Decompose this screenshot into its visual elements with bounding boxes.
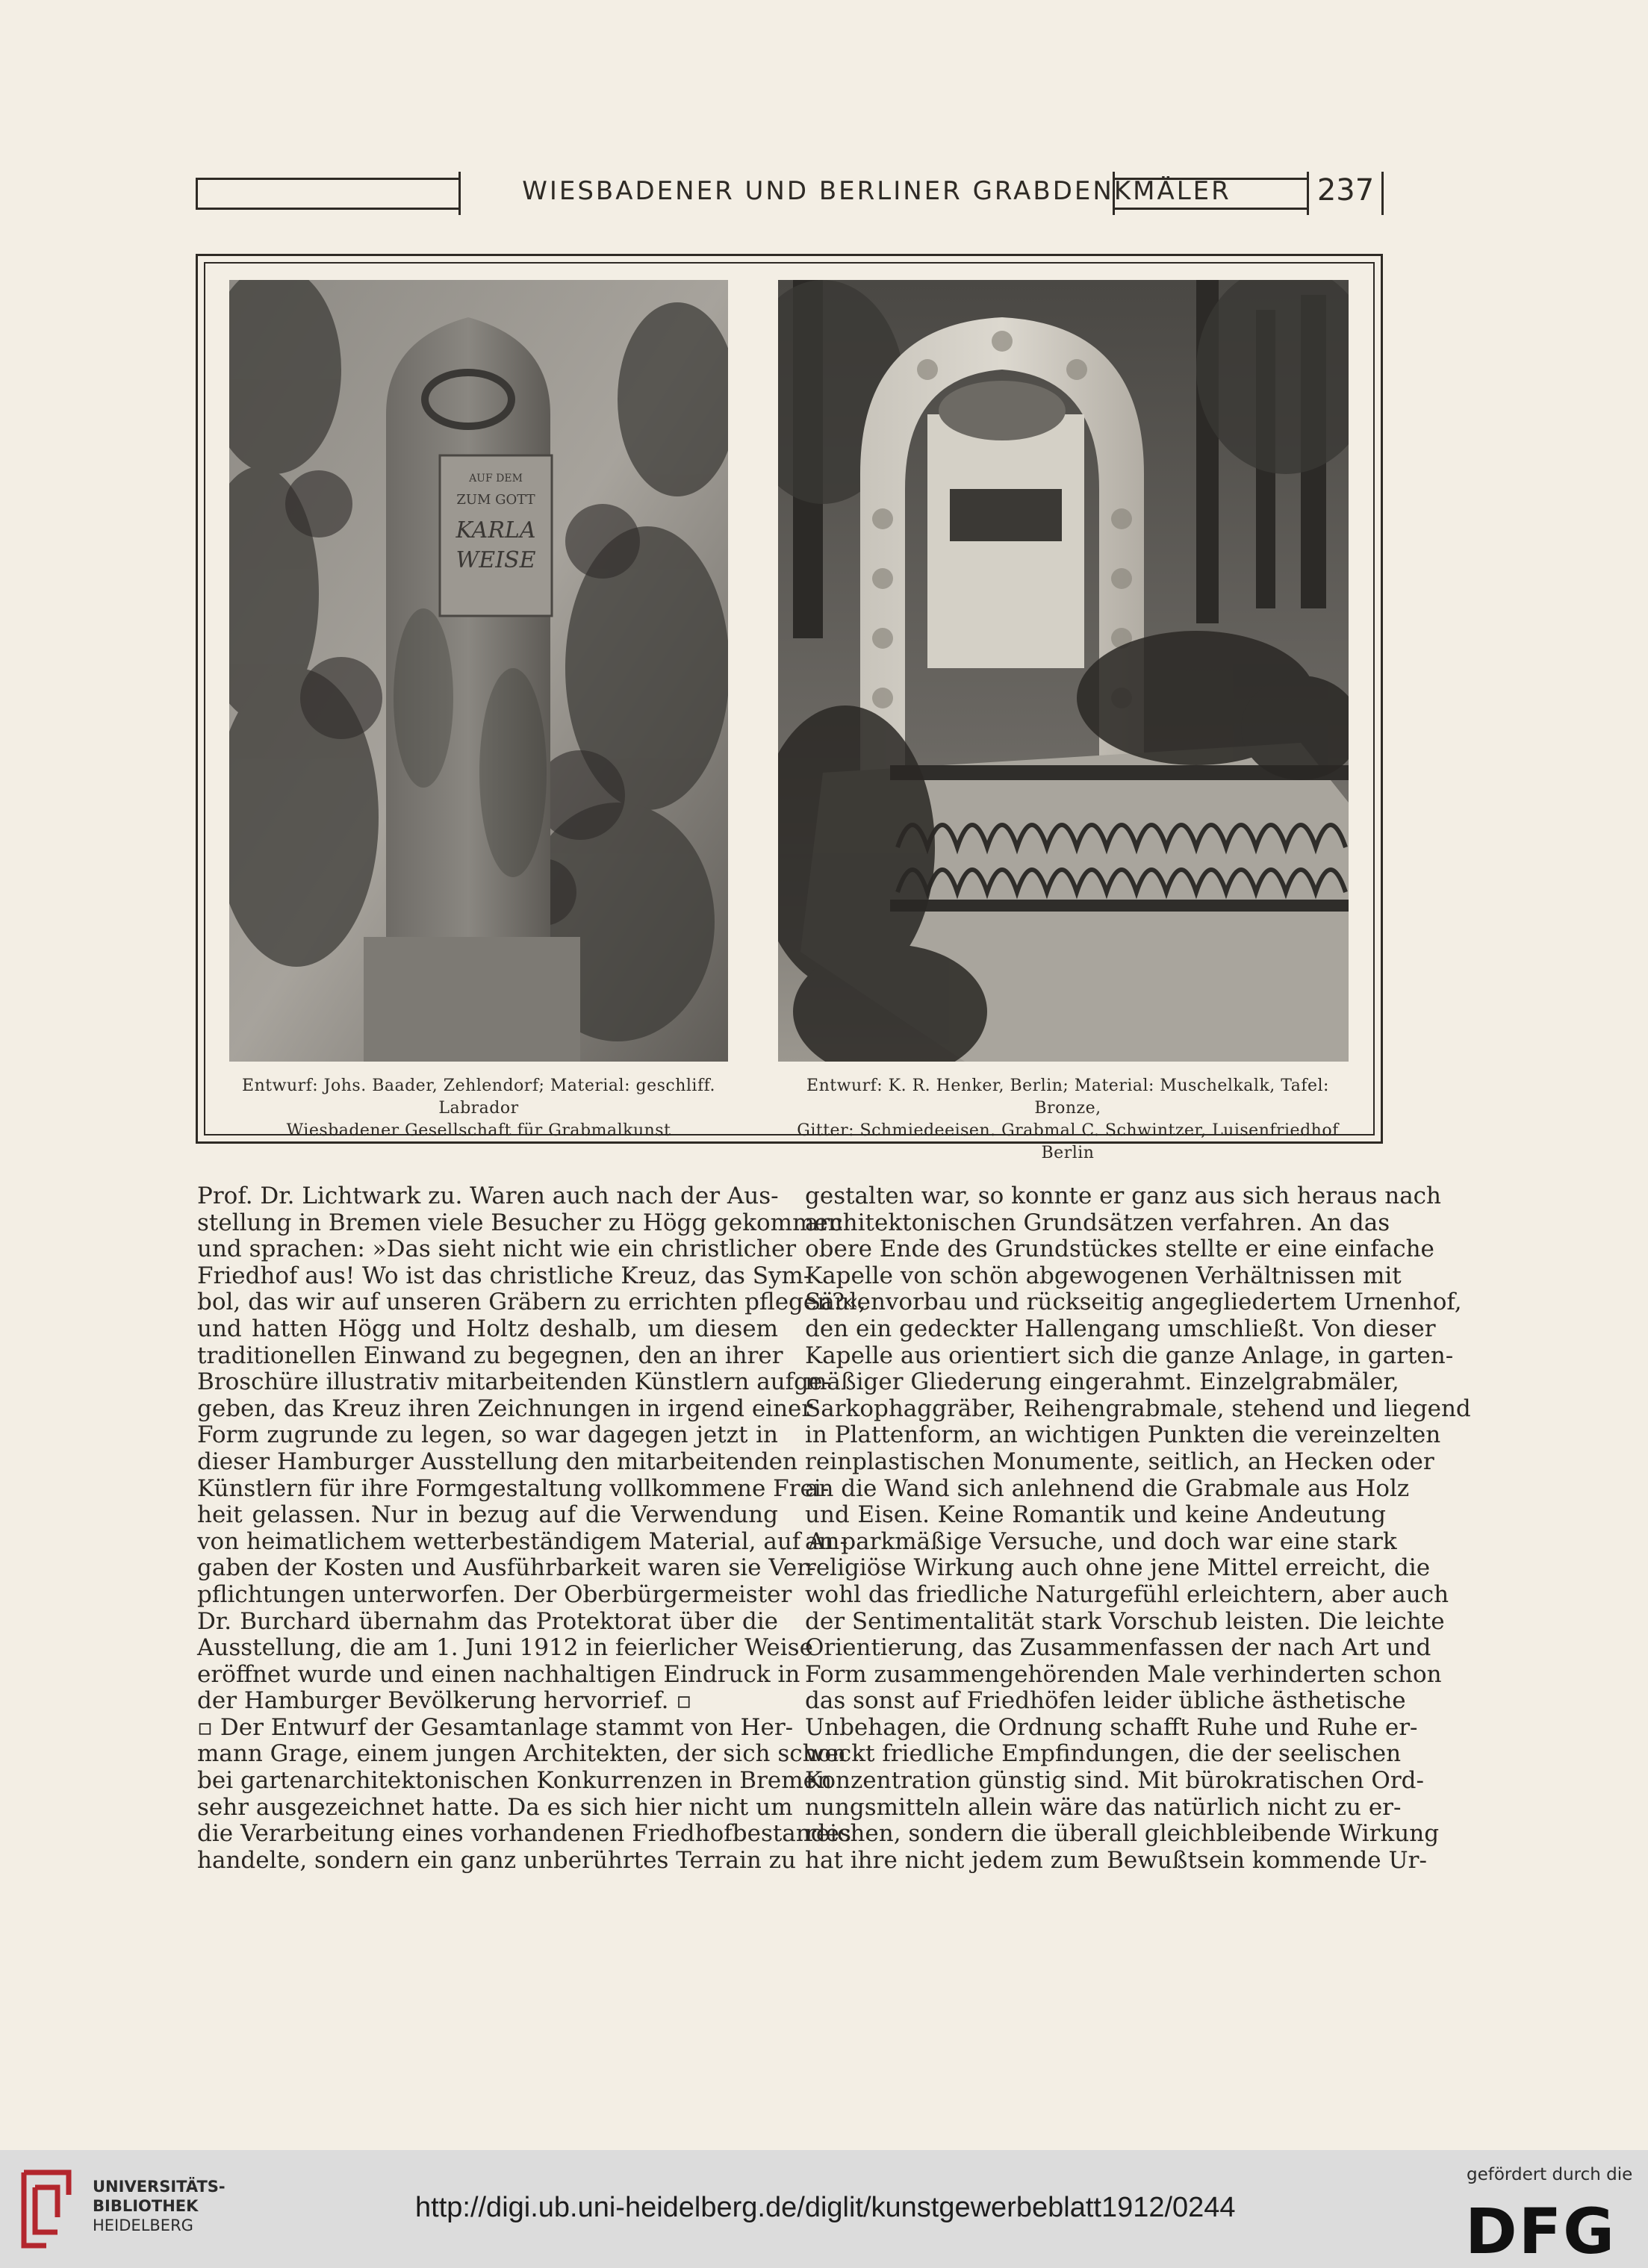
- header-rule: [196, 178, 458, 180]
- header-rule: [196, 178, 198, 209]
- inscription-line: KARLA: [455, 517, 536, 543]
- text-line: Konzentration günstig sind. Mit bürokratischen Ord-: [805, 1767, 1424, 1795]
- text-line: Friedhof aus! Wo ist das christliche Kreuz, das Sym-: [197, 1262, 812, 1289]
- gravestone-photo-image: [229, 280, 728, 1062]
- caption-right-line: Entwurf: K. R. Henker, Berlin; Material: Muschelkalk, Tafel: Bronze,: [806, 1077, 1329, 1118]
- text-line: Kapelle von schön abgewogenen Verhältnissen mit: [805, 1262, 1402, 1289]
- text-line: das sonst auf Friedhöfen leider übliche ästhetische: [805, 1687, 1406, 1715]
- running-header-title: WIESBADENER UND BERLINER GRABDENKMÄLER: [522, 176, 1231, 206]
- inscription-line: WEISE: [455, 547, 536, 573]
- header-rule: [196, 208, 458, 210]
- text-line: obere Ende des Grundstückes stellte er eine einfache: [805, 1236, 1434, 1263]
- text-line: Form zugrunde zu legen, so war dagegen jetzt in: [197, 1421, 778, 1449]
- text-line: sehr ausgezeichnet hatte. Da es sich hier nicht um: [197, 1793, 793, 1821]
- text-line: und sprachen: »Das sieht nicht wie ein christlicher: [197, 1236, 797, 1263]
- ub-name-line: BIBLIOTHEK: [93, 2197, 199, 2215]
- text-line: Sarkophaggräber, Reihengrabmale, stehend und liegend: [805, 1395, 1471, 1422]
- text-line: Ausstellung, die am 1. Juni 1912 in feierlicher Weise: [197, 1634, 813, 1662]
- text-line: den ein gedeckter Hallengang umschließt. Von dieser: [805, 1315, 1436, 1342]
- inscription-line: ZUM GOTT: [456, 492, 535, 508]
- text-line: Prof. Dr. Lichtwark zu. Waren auch nach der Aus-: [197, 1183, 779, 1209]
- inscription-line: AUF DEM: [469, 473, 523, 485]
- ub-heidelberg-logo-icon[interactable]: [16, 2165, 76, 2253]
- digitization-footer: [0, 2150, 1648, 2268]
- photo-gravestone-baader: [229, 280, 728, 1062]
- text-line: gaben der Kosten und Ausführbarkeit waren sie Ver-: [197, 1554, 816, 1582]
- caption-left-line: Wiesbadener Gesellschaft für Grabmalkunst: [286, 1121, 671, 1140]
- header-rule: [1381, 172, 1384, 215]
- text-line: Dr. Burchard übernahm das Protektorat über die: [197, 1607, 778, 1635]
- text-line: und Eisen. Keine Romantik und keine Andeutung: [805, 1501, 1386, 1529]
- text-line: von heimatlichem wetterbeständigem Material, auf An-: [197, 1527, 848, 1555]
- caption-right: [777, 1075, 1359, 1165]
- text-line: geben, das Kreuz ihren Zeichnungen in irgend einer: [197, 1395, 813, 1422]
- text-line: weckt friedliche Empfindungen, die der seelischen: [805, 1740, 1402, 1768]
- text-line: der Hamburger Bevölkerung hervorrief. ▫: [197, 1687, 692, 1715]
- ub-name-line: UNIVERSITÄTS-: [93, 2178, 226, 2196]
- text-line: an parkmäßige Versuche, und doch war eine stark: [805, 1527, 1397, 1555]
- text-line: religiöse Wirkung auch ohne jene Mittel erreicht, die: [805, 1554, 1431, 1582]
- text-line: Unbehagen, die Ordnung schafft Ruhe und Ruhe er-: [805, 1713, 1418, 1741]
- text-line: traditionellen Einwand zu begegnen, den an ihrer: [197, 1342, 783, 1369]
- ub-name-line: HEIDELBERG: [93, 2216, 193, 2234]
- text-line: Künstlern für ihre Formgestaltung vollkommene Frei-: [197, 1474, 830, 1502]
- text-line: reichen, sondern die überall gleichbleibende Wirkung: [805, 1820, 1440, 1848]
- caption-right-line: Gitter: Schmiedeeisen. Grabmal C. Schwintzer, Luisenfriedhof Berlin: [797, 1121, 1339, 1162]
- photo-grabmal-schwintzer: [778, 280, 1349, 1062]
- text-line: der Sentimentalität stark Vorschub leisten. Die leichte: [805, 1607, 1445, 1635]
- text-line: wohl das friedliche Naturgefühl erleichtern, aber auch: [805, 1580, 1449, 1608]
- text-line: pflichtungen unterworfen. Der Oberbürgermeister: [197, 1580, 792, 1608]
- text-line: architektonischen Grundsätzen verfahren. An das: [805, 1209, 1390, 1236]
- text-line: Orientierung, das Zusammenfassen der nach Art und: [805, 1634, 1431, 1662]
- ub-heidelberg-name[interactable]: [93, 2177, 226, 2235]
- body-column-left: [197, 1183, 866, 1874]
- text-line: und hatten Högg und Holtz deshalb, um diesem: [197, 1315, 778, 1342]
- body-column-right: [805, 1183, 1471, 1874]
- text-line: stellung in Bremen viele Besucher zu Högg gekommen: [197, 1209, 843, 1236]
- text-line: in Plattenform, an wichtigen Punkten die vereinzelten: [805, 1421, 1441, 1449]
- text-line: nungsmitteln allein wäre das natürlich nicht zu er-: [805, 1793, 1402, 1821]
- caption-left-line: Entwurf: Johs. Baader, Zehlendorf; Material: geschliff. Labrador: [242, 1077, 715, 1118]
- permalink-url[interactable]: http://digi.ub.uni-heidelberg.de/diglit/kunstgewerbeblatt1912/0244: [415, 2192, 1236, 2223]
- text-line: mann Grage, einem jungen Architekten, der sich schon: [197, 1740, 847, 1768]
- running-header: [196, 172, 1384, 215]
- text-line: Säulenvorbau und rückseitig angegliedertem Urnenhof,: [805, 1289, 1462, 1316]
- header-rule: [1307, 172, 1309, 215]
- text-line: handelte, sondern ein ganz unberührtes Terrain zu: [197, 1846, 796, 1874]
- text-line: eröffnet wurde und einen nachhaltigen Eindruck in: [197, 1660, 800, 1688]
- header-rule: [1113, 208, 1307, 210]
- ub-logo-mark: [24, 2172, 69, 2246]
- header-rule: [1113, 178, 1307, 180]
- text-line: bol, das wir auf unseren Gräbern zu errichten pflegen?«,: [197, 1289, 866, 1316]
- dfg-logo[interactable]: DFG: [1465, 2195, 1617, 2268]
- text-line: hat ihre nicht jedem zum Bewußtsein kommende Ur-: [805, 1846, 1427, 1874]
- monument-photo-image: [778, 280, 1349, 1062]
- text-line: Broschüre illustrativ mitarbeitenden Künstlern aufge-: [197, 1368, 830, 1396]
- text-line: dieser Hamburger Ausstellung den mitarbeitenden: [197, 1448, 797, 1475]
- text-line: ▫ Der Entwurf der Gesamtanlage stammt von Her-: [197, 1713, 794, 1741]
- page-number: 237: [1316, 173, 1375, 208]
- text-line: heit gelassen. Nur in bezug auf die Verwendung: [197, 1501, 778, 1529]
- text-line: Form zusammengehörenden Male verhinderten schon: [805, 1660, 1442, 1688]
- funding-note: gefördert durch die: [1467, 2165, 1633, 2184]
- text-line: gestalten war, so konnte er ganz aus sich heraus nach: [805, 1183, 1442, 1209]
- text-line: bei gartenarchitektonischen Konkurrenzen in Bremen: [197, 1767, 832, 1795]
- text-line: Kapelle aus orientiert sich die ganze Anlage, in garten-: [805, 1342, 1454, 1369]
- text-line: mäßiger Gliederung eingerahmt. Einzelgrabmäler,: [805, 1368, 1399, 1396]
- text-line: reinplastischen Monumente, seitlich, an Hecken oder: [805, 1448, 1434, 1475]
- text-line: an die Wand sich anlehnend die Grabmale aus Holz: [805, 1474, 1410, 1502]
- caption-left: [213, 1075, 744, 1142]
- text-line: die Verarbeitung eines vorhandenen Friedhofbestandes: [197, 1820, 851, 1848]
